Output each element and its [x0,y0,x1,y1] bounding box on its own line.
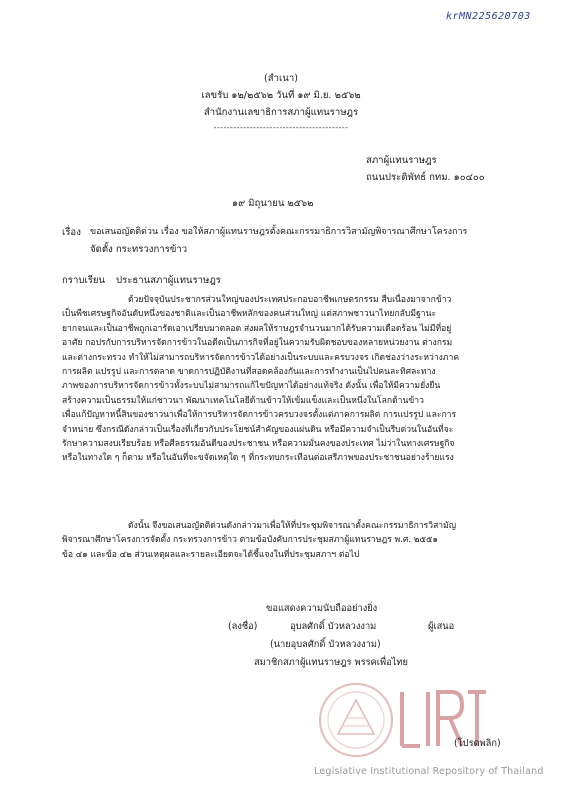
address-name: สภาผู้แทนราษฎร [366,155,437,166]
paragraph-line: จำหน่าย ซึ่งกรณีดังกล่าวเป็นเรื่องที่เกี่ยวกับประโยชน์สำคัญของแผ่นดิน หรือมีความจำเป็นรีบด่วนในอันที่จะ [62,424,454,435]
paragraph-line: และต่างกระทรวง ทำให้ไม่สามารถบริหารจัดการข้าวได้อย่างเป็นระบบและครบวงจร เกิดช่องว่างระหว่างภาค [62,352,460,363]
sign-label: (ลงชื่อ) [228,621,258,632]
paragraph-line: การผลิต แปรรูป และการตลาด ขาดการปฏิบัติงานที่สอดคล้องกันและการทำงานเป็นไปคนละทิศละทาง [62,367,436,378]
paragraph-line: พิจารณาศึกษาโครงการจัดตั้ง กระทรวงการข้าว ตามข้อบังคับการประชุมสภาผู้แทนราษฎร พ.ศ. ๒๕๕๑ [62,535,438,546]
paragraph-line: สร้างความเป็นธรรมให้แก่ชาวนา พัฒนาเทคโนโลยีด้านข้าวให้เข้มแข็งและเป็นหนึ่งในโลกด้านข้าว [62,395,424,406]
paragraph-line: รักษาความสงบเรียบร้อย หรือศีลธรรมอันดีของประชาชน หรือความมั่นคงของประเทศ ไม่ว่าในทางเศรษฐกิจ [62,439,455,450]
subject-label: เรื่อง [62,227,81,238]
paragraph-line: หรือในทางใด ๆ ก็ตาม หรือในอันที่จะขจัดเหตุใด ๆ ที่กระทบกระเทือนต่อเสรีภาพของประชาชนอย่างร้ายแรง [62,453,454,464]
paragraph-line: ด้วยปัจจุบันประชากรส่วนใหญ่ของประเทศประกอบอาชีพเกษตรกรรม สืบเนื่องมาจากข้าว [128,295,452,305]
office-name: สำนักงานเลขาธิการสภาผู้แทนราษฎร [203,107,359,118]
turn-page-note: (โปรดพลิก) [454,738,501,749]
repository-caption: Legislative Institutional Repository of Thailand [314,766,544,777]
signer-position: สมาชิกสภาผู้แทนราษฎร พรรคเพื่อไทย [254,657,408,668]
signer-name: อุบลศักดิ์ บัวหลวงงาม [290,621,377,632]
paragraph-line: ภาพของการบริหารจัดการข้าวทั้งระบบไม่สามารถแก้ไขปัญหาได้อย่างแท้จริง ดังนั้น เพื่อให้มีความยั่งยืน [62,381,441,392]
salutation-label: กราบเรียน [62,275,106,286]
paragraph-line: เพื่อแก้ปัญหาหนี้สินของชาวนาเพื่อให้การบริหารจัดการข้าวครบวงจรตั้งแต่ภาคการผลิต การแปรรูป และการ [62,410,457,421]
paragraph-line: อาศัย กอปรกับการบริหารจัดการข้าวในอดีตเป็นภารกิจที่อยู่ในความรับผิดชอบของหลายหน่วยงาน ต่างกรม [62,338,453,349]
document-date: ๑๙ มิถุนายน ๒๕๖๒ [232,198,314,209]
copy-label: (สำเนา) [264,73,298,84]
header-separator: ----------------------------------------- [213,123,349,132]
closing-phrase: ขอแสดงความนับถืออย่างยิ่ง [266,603,378,614]
receipt-line: เลขรับ ๑๒/๒๕๖๒ วันที่ ๑๙ มิ.ย. ๒๕๖๒ [201,90,361,101]
document-code: krMN225620703 [446,11,531,22]
body-paragraph-1 [62,293,500,466]
paragraph-line: เป็นพืชเศรษฐกิจอันดับหนึ่งของชาติและเป็นอาชีพหลักของคนส่วนใหญ่ แต่สภาพชาวนาไทยกลับมีฐานะ [62,309,437,320]
signer-name-parenthetical: (นายอุบลศักดิ์ บัวหลวงงาม) [270,639,381,650]
subject-line-2: จัดตั้ง กระทรวงการข้าว [90,244,188,255]
salutation-recipient: ประธานสภาผู้แทนราษฎร [116,275,221,286]
body-paragraph-2 [62,519,500,562]
address-street: ถนนประดิพัทธ์ กทม. ๑๐๔๐๐ [366,172,485,183]
signer-role: ผู้เสนอ [428,621,455,632]
paragraph-line: ข้อ ๔๑ และข้อ ๔๒ ส่วนเหตุผลและรายละเอียดจะได้ชี้แจงในที่ประชุมสภาฯ ต่อไป [62,549,360,560]
paragraph-line: ดังนั้น จึงขอเสนอญัตติด่วนดังกล่าวมาเพื่อให้ที่ประชุมพิจารณาตั้งคณะกรรมาธิการวิสามัญ [128,521,457,531]
paragraph-line: ยากจนและเป็นอาชีพถูกเอารัดเอาเปรียบมาตลอด ส่งผลให้ราษฎรจำนวนมากได้รับความเดือดร้อน ไม่มีที่อยู่ [62,323,452,334]
subject-line-1: ขอเสนอญัตติด่วน เรื่อง ขอให้สภาผู้แทนราษฎรตั้งคณะกรรมาธิการวิสามัญพิจารณาศึกษาโครงการ [90,227,468,237]
